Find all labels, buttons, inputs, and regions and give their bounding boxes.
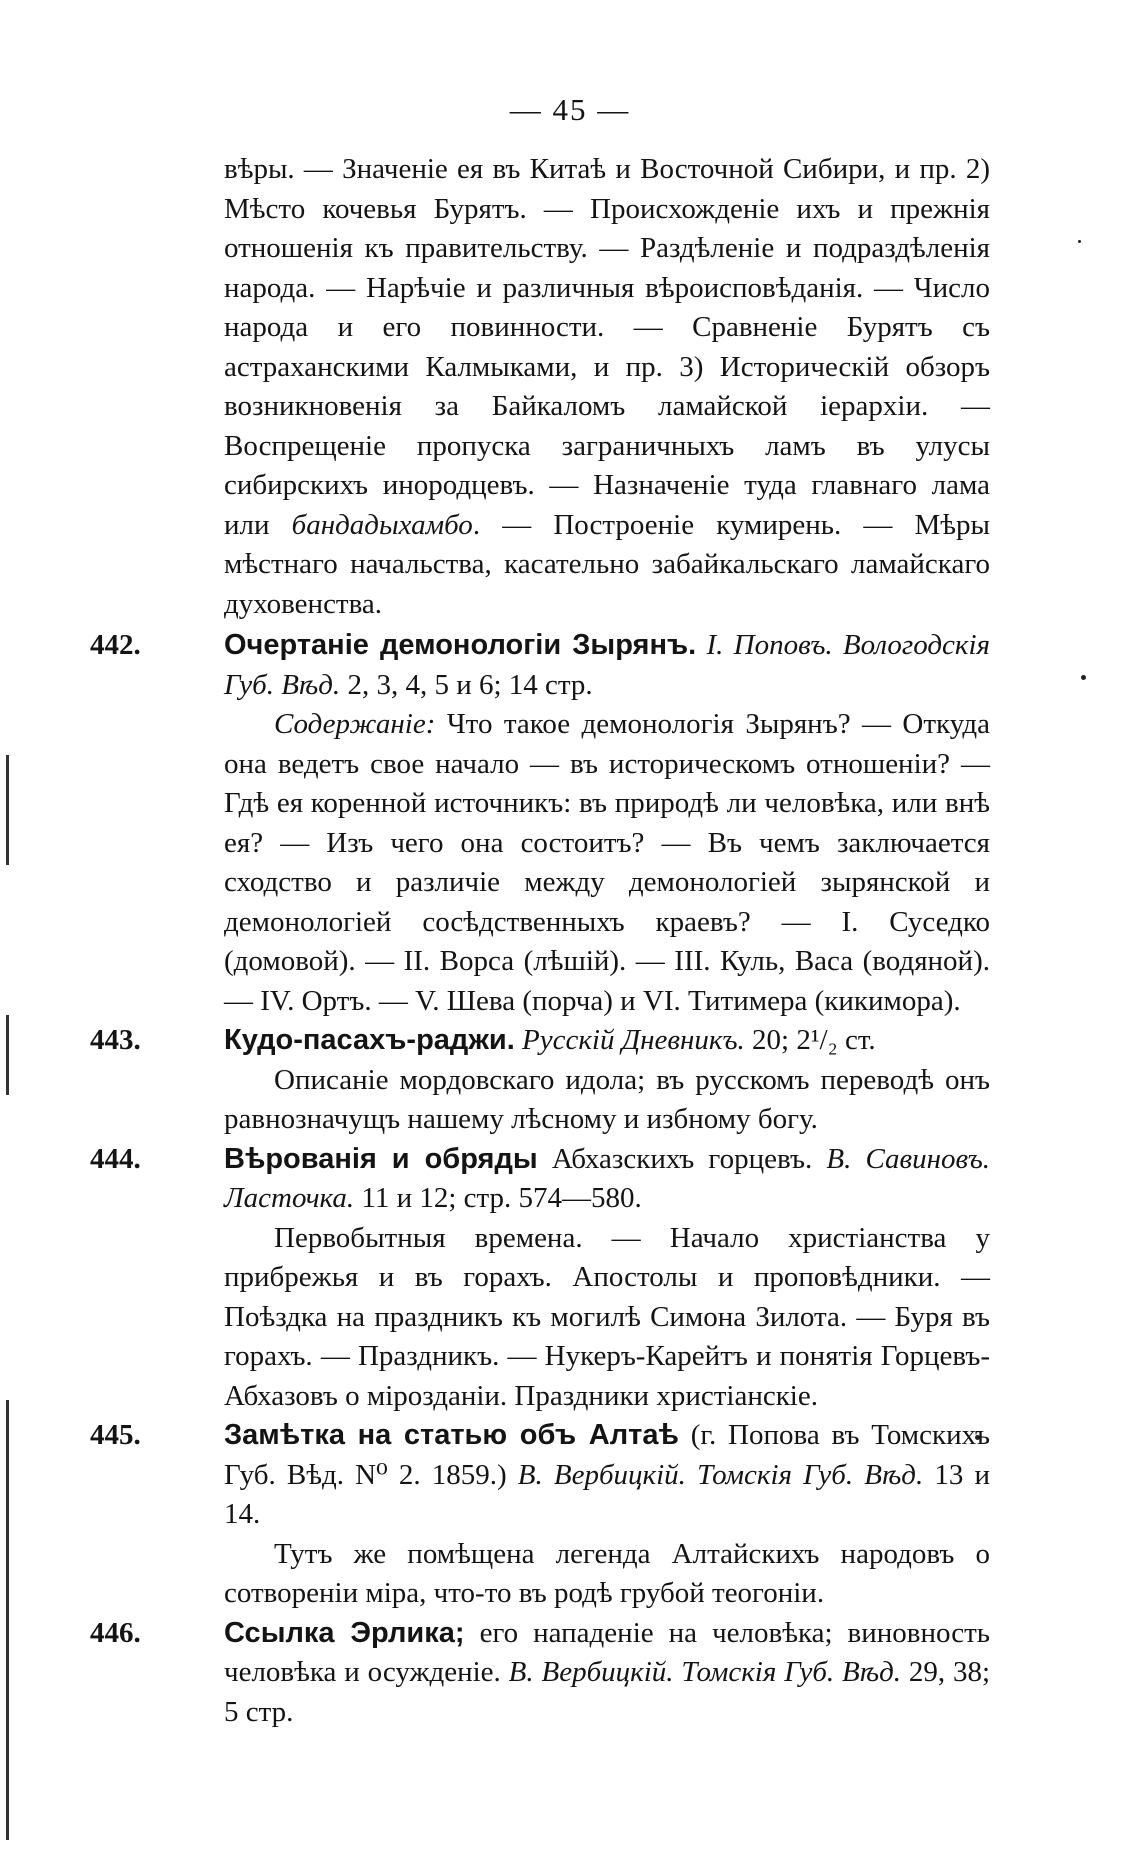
entry-title: Вѣрованія и обряды (224, 1142, 538, 1175)
entry-author: В. Вербицкій. (517, 1458, 686, 1491)
scan-speck (1081, 675, 1086, 680)
entry-title-tail: его нападеніе на человѣка; виновность человѣка и осужденіе. (224, 1616, 990, 1688)
description-label: Содержаніе: (274, 708, 436, 740)
scan-margin-line (6, 1400, 9, 1840)
description-text: Первобытныя времена. — Начало христіанства у прибрежья и въ горахъ. Апостолы и проповѣдники. — Поѣздка на праздникъ къ могилѣ Симона Зилота. — Буря въ горахъ. — Праздникъ. — Нукеръ-Карейтъ и понятія Горцевъ-Абхазовъ о мірозданіи. Праздники христіанскіе. (224, 1221, 990, 1412)
intro-tail: . — Построеніе кумирень. — Мѣры мѣстнаго начальства, касательно забайкальскаго ламайскаго духовенства. (224, 508, 991, 620)
entry-title: Очертаніе демонологіи Зырянъ. (224, 629, 697, 661)
entry-title-tail: Абхазскихъ горцевъ. (551, 1142, 813, 1175)
entry-author: В. Савиновъ. (826, 1142, 991, 1175)
entry-author: І. Поповъ. (706, 629, 833, 661)
document-body (90, 150, 990, 1732)
description-text: Описаніе мордовскаго идола; въ русскомъ переводѣ онъ равнозначущъ нашему лѣсному и избному богу. (224, 1063, 990, 1135)
entry-source: Томскія Губ. Вѣд. (681, 1656, 901, 1688)
entry-445 (90, 1416, 990, 1535)
entry-442 (90, 626, 990, 705)
description-text: Что такое демонологія Зырянъ? — Откуда она ведетъ свое начало — въ историческомъ отношеніи? — Гдѣ ея коренной источникъ: въ природѣ ли человѣка, или внѣ ея? — Изъ чего она состоитъ? — Въ чемъ заключается сходство и различіе между демонологіей зырянской и демонологіей сосѣдственныхъ краевъ? — І. Суседко (домовой). — ІІ. Ворса (лѣшій). — ІІІ. Куль, Васа (водяной). — ІV. Ортъ. — V. Шева (порча) и VІ. Титимера (кикимора). (224, 708, 991, 1017)
intro-italic: бандадыхамбо (291, 508, 473, 541)
entry-title: Кудо-пасахъ-раджи. (224, 1024, 515, 1056)
intro-paragraph (90, 150, 990, 624)
entry-number: 442. (90, 629, 141, 661)
entry-number: 446. (90, 1616, 141, 1649)
entry-description (90, 705, 990, 1021)
entry-title: Замѣтка на статью объ Алтаѣ (224, 1419, 679, 1451)
entry-number: 443. (90, 1024, 141, 1056)
entry-443 (90, 1021, 990, 1061)
entry-source: Томскія Губ. Вѣд. (697, 1458, 924, 1491)
entry-number: 445. (90, 1419, 141, 1451)
scan-margin-line (6, 1015, 9, 1095)
entry-author: В. Вербицкій. (508, 1656, 674, 1688)
entry-446 (90, 1614, 990, 1733)
entry-source: Русскій Дневникъ. (522, 1024, 745, 1056)
entry-source: Ласточка. (224, 1182, 355, 1214)
entry-details: 13 и 14. (224, 1458, 991, 1530)
entry-details: 20; 2¹/₂ ст. (752, 1024, 876, 1056)
page-number: — 45 — (509, 92, 631, 127)
scan-speck (1078, 240, 1081, 243)
entry-description (90, 1061, 990, 1140)
entry-title-tail: (г. Попова въ Томскихъ Губ. Вѣд. N⁰ 2. 1859.) (224, 1419, 991, 1491)
entry-source: Вологодскія Губ. Вѣд. (224, 629, 990, 701)
entry-title: Ссылка Эрлика; (224, 1616, 465, 1649)
entry-details: 11 и 12; стр. 574—580. (361, 1182, 642, 1214)
entry-number: 444. (90, 1142, 141, 1175)
intro-text: вѣры. — Значеніе ея въ Китаѣ и Восточной Сибири, и пр. 2) Мѣсто кочевья Бурятъ. — Происхожденіе ихъ и прежнія отношенія къ правительству. — Раздѣленіе и подраздѣленія народа. — Нарѣчіе и различныя вѣроисповѣданія. — Число народа и его повинности. — Сравненіе Бурятъ съ астраханскими Калмыками, и пр. 3) Историческій обзоръ возникновенія за Байкаломъ ламайской іерархіи. — Воспрещеніе пропуска заграничныхъ ламъ въ улусы сибирскихъ инородцевъ. — Назначеніе туда главнаго лама или (224, 153, 990, 541)
description-text: Тутъ же помѣщена легенда Алтайскихъ народовъ о сотвореніи міра, что-то въ родѣ грубой теогоніи. (224, 1537, 990, 1609)
entry-description (90, 1535, 990, 1614)
entry-details: 29, 38; 5 стр. (224, 1656, 991, 1728)
entry-details: 2, 3, 4, 5 и 6; 14 стр. (347, 668, 593, 701)
scan-margin-line (6, 755, 9, 865)
entry-444 (90, 1140, 990, 1219)
entry-description (90, 1219, 990, 1417)
